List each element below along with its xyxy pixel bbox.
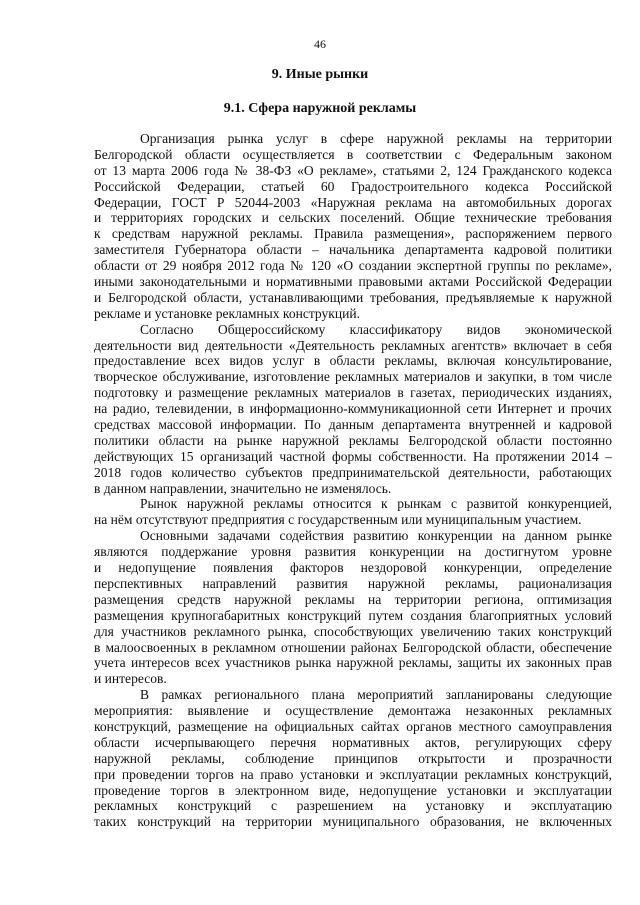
body-line: заместителя Губернатора области – начальника департамента кадровой политики xyxy=(94,242,612,258)
body-line: на нём отсутствуют предприятия с государственным или муниципальным участием. xyxy=(94,512,582,528)
body-text xyxy=(94,131,612,830)
body-line: 2018 годов количество субъектов предпринимательской деятельности, работающих xyxy=(94,464,612,480)
body-line: Основными задачами содействия развитию конкуренции на данном рынке xyxy=(140,528,612,544)
subsection-heading: 9.1. Сфера наружной рекламы xyxy=(223,101,417,116)
body-line: на радио, телевидении, в информационно-коммуникационной сети Интернет и прочих xyxy=(94,401,612,417)
body-line: учета интересов всех участников рынка наружной рекламы, защиты их законных прав xyxy=(94,655,612,671)
body-line: и Белгородской области, устанавливающими требования, предъявляемые к наружной xyxy=(94,289,612,305)
body-line: являются поддержание уровня развития конкуренции на достигнутом уровне xyxy=(94,544,612,560)
body-line: для участников рекламного рынка, способствующих увеличению таких конструкций xyxy=(94,623,612,639)
body-line: к средствам наружной рекламы. Правила размещения», распоряжением первого xyxy=(94,226,612,242)
body-line: рекламных конструкций с разрешением на установку и эксплуатацию xyxy=(94,798,612,814)
body-line: политики области на рынке наружной рекламы Белгородской области постоянно xyxy=(94,432,612,448)
body-line: Российской Федерации, статьей 60 Градостроительного кодекса Российской xyxy=(94,178,612,194)
body-line: конструкций, размещение на официальных сайтах органов местного самоуправления xyxy=(94,718,612,734)
page-number: 46 xyxy=(314,37,326,51)
body-line: в малоосвоенных в рекламном отношении районах Белгородской области, обеспечение xyxy=(94,639,612,655)
body-line: и интересов. xyxy=(94,671,167,687)
body-line: Согласно Общероссийскому классификатору видов экономической xyxy=(140,321,612,337)
body-line: иными законодательными и нормативными правовыми актами Российской Федерации xyxy=(94,274,612,290)
body-line: средствах массовой информации. По данным департамента внутренней и кадровой xyxy=(94,417,612,433)
section-heading: 9. Иные рынки xyxy=(271,67,369,82)
body-line: в данном направлении, значительно не изменялось. xyxy=(94,480,392,496)
body-line: таких конструкций на территории муниципального образования, не включенных xyxy=(94,814,612,830)
body-line: Белгородской области осуществляется в соответствии с Федеральным законом xyxy=(94,146,612,162)
body-line: предоставление всех видов услуг в области рекламы, включая консультирование, xyxy=(94,353,612,369)
body-line: В рамках регионального плана мероприятий запланированы следующие xyxy=(140,687,612,703)
body-line: творческое обслуживание, изготовление рекламных материалов и закупки, в том числе xyxy=(94,369,612,385)
body-line: области исчерпывающего перечня нормативных актов, регулирующих сферу xyxy=(94,734,612,750)
body-line: наружной рекламы, соблюдение принципов открытости и прозрачности xyxy=(94,750,612,766)
body-line: деятельности вид деятельности «Деятельность рекламных агентств» включает в себя xyxy=(94,337,612,353)
body-line: и недопущение появления факторов нездоровой конкуренции, определение xyxy=(94,560,612,576)
body-line: от 13 марта 2006 года № 38-ФЗ «О рекламе», статьями 2, 124 Гражданского кодекса xyxy=(94,162,612,178)
body-line: области от 29 ноября 2012 года № 120 «О создании экспертной группы по рекламе», xyxy=(94,258,612,274)
body-line: мероприятия: выявление и осуществление демонтажа незаконных рекламных xyxy=(94,703,612,719)
body-line: размещения средств наружной рекламы на территории региона, оптимизация xyxy=(94,591,612,607)
body-line: Рынок наружной рекламы относится к рынкам с развитой конкуренцией, xyxy=(140,496,612,512)
body-line: Федерации, ГОСТ Р 52044-2003 «Наружная реклама на автомобильных дорогах xyxy=(94,194,612,210)
body-line: рекламе и установке рекламных конструкций. xyxy=(94,305,361,321)
body-line: проведение торгов в электронном виде, недопущение установки и эксплуатации xyxy=(94,782,612,798)
body-line: перспективных направлений развития наружной рекламы, рационализация xyxy=(94,575,612,591)
body-line: и территориях городских и сельских поселений. Общие технические требования xyxy=(94,210,612,226)
body-line: размещения крупногабаритных конструкций путем создания благоприятных условий xyxy=(94,607,612,623)
body-line: Организация рынка услуг в сфере наружной рекламы на территории xyxy=(140,131,612,146)
body-line: действующих 15 организаций частной формы собственности. На протяжении 2014 – xyxy=(94,448,612,464)
body-line: подготовку и размещение рекламных материалов в газетах, периодических изданиях, xyxy=(94,385,612,401)
body-line: при проведении торгов на право установки и эксплуатации рекламных конструкций, xyxy=(94,766,612,782)
